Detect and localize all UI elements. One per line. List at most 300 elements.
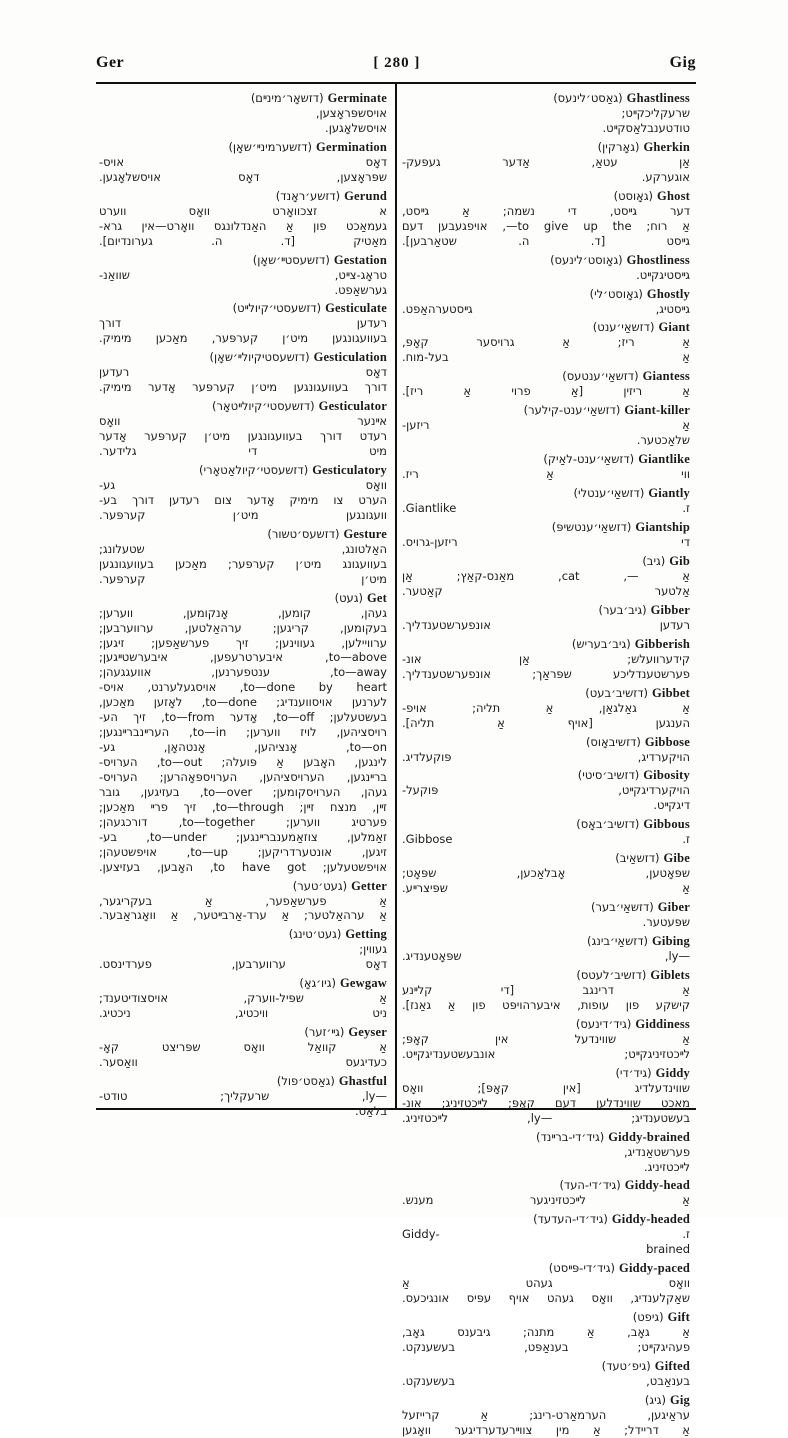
entry-headword-row	[402, 850, 690, 866]
definition-line: אַ בעל-מוח.	[402, 350, 690, 365]
entry-headword-row	[402, 1309, 690, 1325]
guide-word-right: Gig	[669, 54, 696, 71]
entry-headword: Germinate	[327, 91, 387, 105]
entry-headword-row	[99, 188, 387, 204]
definition-line: בעשטענדיג; —ly, לײכטזיניג.	[402, 1110, 691, 1125]
dictionary-entry	[402, 319, 690, 365]
entry-pronunciation: (גאַסט׳פול)	[276, 1074, 335, 1088]
definition-line: פעהיגקײט; בענאַפּט, בעשענקט.	[402, 1340, 690, 1355]
definition-line: אַ קוואַל וואָס שפּריצט קאָ-	[99, 1040, 387, 1055]
dictionary-entry	[402, 485, 690, 516]
definition-line: ברײנגען, הערויסציהען, הערויספּאָהרען; הערויס-	[99, 769, 387, 784]
entry-definition	[402, 915, 690, 930]
dictionary-entry	[402, 767, 690, 813]
entry-definition	[402, 1032, 690, 1062]
entry-headword: Gesture	[343, 526, 387, 541]
entry-headword-row	[402, 767, 690, 783]
entry-headword: Giantlike	[638, 452, 690, 467]
entry-pronunciation: (דזשאַי׳ענטלי)	[573, 486, 645, 501]
entry-pronunciation: (גיד׳די)	[615, 1065, 652, 1080]
dictionary-entry	[402, 451, 690, 482]
entry-definition	[99, 1040, 387, 1070]
dictionary-entry	[99, 1073, 387, 1119]
definition-line: בעוועגונגען מיט׳ן קערפּער, מאַכען מימיק.	[99, 331, 387, 346]
definition-line: געווין;	[359, 942, 387, 957]
entry-pronunciation: (דזשאַי׳ענט-לאַיק)	[543, 452, 635, 467]
entry-pronunciation: (דזשאַי׳בינג)	[586, 934, 648, 949]
dictionary-entry	[402, 252, 690, 283]
entry-headword: Giber	[657, 900, 690, 915]
entry-pronunciation: (דזשעסטי׳קיולײטאָר)	[211, 399, 315, 414]
entry-headword-row	[99, 975, 387, 991]
entry-headword-row	[402, 1065, 690, 1081]
definition-line: וואָס געהט אַ	[402, 1276, 690, 1291]
entry-headword-row	[402, 451, 690, 467]
entry-headword: Gesticulation	[313, 350, 387, 365]
entry-headword: Giantship	[635, 520, 690, 534]
definition-line: דער גײסט, די נשמה; אַ גײסט,	[402, 203, 690, 218]
entry-definition	[402, 335, 690, 365]
column-right	[402, 90, 691, 1437]
entry-headword: Getting	[345, 927, 387, 942]
entry-definition	[402, 949, 690, 964]
definition-line: ז. -Giddy	[402, 1227, 690, 1242]
dictionary-entry	[402, 850, 690, 896]
entry-definition	[99, 1089, 387, 1119]
entry-definition	[402, 155, 690, 185]
definition-line: דיגקײט.	[653, 798, 690, 813]
definition-line: הויקערדיג, פּוקעלדיג.	[402, 749, 690, 764]
definition-line: ז. Gibbose.	[402, 832, 690, 847]
entry-definition	[402, 106, 690, 136]
dictionary-entry	[402, 602, 690, 633]
definition-line: לײכטזיניג.	[644, 1159, 690, 1174]
entry-pronunciation: (דזשיבאָוס)	[585, 734, 641, 749]
definition-line: דאָס רעדען	[99, 365, 387, 380]
definition-line: אַ דרינגב [די קלײנע	[402, 983, 690, 997]
definition-line: אַ —, cat, מאַנס-קאַץ; אַן	[402, 568, 690, 583]
entry-headword-row	[402, 734, 690, 750]
definition-line: געמאַכט פון אַ האַנדלונגס וואָרט—אין גרא-	[99, 218, 387, 233]
entry-headword: Gifted	[654, 1359, 690, 1373]
definition-line: אַ גאַלגאַן, אַ תליה; אויפ-	[402, 700, 690, 715]
entry-headword-row	[99, 462, 387, 478]
entry-pronunciation: (דזשאַי׳ענטעס)	[562, 369, 639, 384]
dictionary-entry	[402, 188, 690, 249]
entry-pronunciation: (גיג)	[644, 1392, 666, 1407]
entry-definition	[402, 1193, 690, 1208]
definition-line: דורך בעוועגונגען מיט׳ן קערפּער אָדער מימיק.	[99, 380, 387, 395]
definition-line: פערשטאַנדיג,	[623, 1144, 690, 1159]
entry-definition	[402, 652, 690, 682]
entry-definition	[402, 783, 690, 813]
definition-line: דאָס ערווערבען, פערדינסט.	[99, 957, 387, 972]
entry-headword: Ghastliness	[626, 91, 690, 105]
definition-line: רעדט דורך בעוועגונגען מיט׳ן קערפּער אָדער	[99, 429, 387, 444]
definition-line: געהן, קומען, אָנקומען, ווערען;	[99, 605, 387, 620]
entry-headword-row	[99, 1024, 387, 1040]
entry-pronunciation: (גיפט)	[632, 1310, 664, 1325]
entry-headword: Gig	[669, 1392, 690, 1407]
entry-headword: Ghastful	[338, 1074, 387, 1088]
entry-headword: Gerund	[344, 188, 387, 203]
entry-pronunciation: (דזשאַי׳ענט)	[592, 320, 655, 335]
entry-headword: Gewgaw	[339, 976, 387, 991]
definition-line: פערטיג ווערען; to—together, דורכגעהן;	[99, 814, 387, 829]
entry-pronunciation: (גיד׳די-העד)	[559, 1178, 621, 1193]
dictionary-entry	[402, 1129, 690, 1175]
entry-definition	[402, 701, 690, 731]
definition-line: שווינדעלדיג [אין קאָפּ]; וואָס	[402, 1080, 690, 1095]
dictionary-entry	[402, 519, 690, 550]
dictionary-entry	[402, 402, 690, 448]
entry-definition	[402, 1276, 690, 1306]
definition-line: טודטענבלאַסקײט.	[602, 120, 690, 135]
definition-line: לערנען אויסווענדיג; to—done, לאָזען מאַכען,	[99, 695, 387, 710]
definition-line: שלאַכטער.	[636, 433, 690, 448]
entry-headword: Giddy	[655, 1065, 690, 1080]
page-header	[96, 54, 696, 80]
entry-definition	[402, 1325, 690, 1355]
entry-headword: Gibing	[651, 934, 690, 949]
entry-definition	[402, 467, 690, 482]
entry-definition	[402, 535, 690, 550]
entry-pronunciation: (דזשערמינײ׳שאָן)	[228, 139, 313, 154]
definition-line: אײנער וואָס	[99, 414, 387, 429]
dictionary-entry	[99, 975, 387, 1021]
entry-definition	[402, 1374, 690, 1389]
definition-line: ווי אַ ריז.	[402, 467, 690, 482]
entry-pronunciation: (דזשיב׳לעטס)	[576, 968, 647, 982]
definition-line: גײסט [ד. ה. שטאַרבען].	[402, 233, 690, 248]
entry-headword-row	[402, 252, 690, 268]
entry-pronunciation: (דזשע׳ראָנד)	[275, 188, 341, 203]
entry-definition	[402, 832, 690, 847]
entry-headword-row	[99, 878, 387, 894]
definition-line: רעדען דורך	[99, 316, 387, 331]
entry-pronunciation: (דזשאַי׳ענט-קילער)	[523, 403, 621, 418]
entry-headword-row	[402, 967, 690, 983]
entry-pronunciation: (גײ׳זער)	[304, 1025, 345, 1040]
entry-definition	[402, 750, 690, 765]
entry-pronunciation: (גיב׳בער)	[598, 602, 647, 617]
definition-line: אַ ריזין [אַ פרוי אַ ריז].	[402, 384, 690, 399]
entry-definition	[99, 365, 387, 395]
definition-line: אַ דריידל; אַ מין צווײרעדערדיגער וואָגען	[402, 1422, 690, 1437]
dictionary-entry	[99, 398, 387, 459]
definition-line: אַ גאָב, אַ מתנה; גיבענס גאָב,	[402, 1325, 690, 1340]
entry-headword-row	[402, 1129, 690, 1145]
definition-line: לײכטזיניגקײט; אונבעשטענדיגקײט.	[402, 1046, 690, 1061]
dictionary-entry	[99, 926, 387, 972]
definition-line: הענגען [אויף אַ תליה].	[402, 715, 690, 730]
entry-pronunciation: (געט׳טער)	[292, 878, 348, 893]
entry-pronunciation: (גאָוסט)	[613, 188, 654, 203]
entry-definition	[402, 618, 690, 633]
dictionary-entry	[402, 1358, 690, 1389]
entry-definition	[402, 384, 690, 399]
definition-line: שאַקלענדיג, וואָס געהט אויף עפּיס אונגיכעס.	[402, 1291, 690, 1306]
dictionary-entry	[402, 734, 690, 765]
entry-headword-row	[402, 1392, 690, 1408]
entry-headword: Giddiness	[635, 1016, 690, 1031]
entry-pronunciation: (דזשיב׳סיטי)	[577, 768, 640, 783]
entry-headword-row	[402, 602, 690, 618]
entry-definition	[99, 268, 387, 298]
entry-headword-row	[402, 685, 690, 701]
entry-headword-row	[402, 188, 690, 204]
definition-line: אַ לײכטזיניגער מענש.	[402, 1193, 690, 1208]
definition-line: to—away, ענטפערנען, אוועגגעהן;	[99, 665, 387, 680]
definition-line: כעדיגעס וואַסער.	[99, 1055, 387, 1070]
dictionary-entry	[402, 967, 690, 1013]
definition-line: אַ ריזען-	[402, 418, 690, 433]
entry-definition	[99, 106, 387, 136]
definition-line: רעדען אונפערשטענדליך.	[402, 617, 690, 632]
definition-line: ז. Giantlike.	[402, 501, 690, 516]
definition-line: ניט וויכטיג, ניכטיג.	[99, 1006, 387, 1021]
entry-headword: Gesticulator	[318, 399, 387, 414]
dictionary-entry	[402, 636, 690, 682]
entry-headword: Germination	[316, 139, 387, 154]
entry-pronunciation: (גיד׳די-פּײסט)	[548, 1261, 616, 1276]
entry-definition	[99, 478, 387, 523]
entry-pronunciation: (דזשיב׳באָס)	[576, 817, 640, 832]
dictionary-entry	[402, 1177, 690, 1208]
entry-definition	[99, 542, 387, 587]
definition-line: שפּראָצען, דאָס אויסשלאָגען.	[99, 169, 387, 184]
column-divider	[395, 82, 397, 1110]
dictionary-entry	[402, 816, 690, 847]
entry-headword: Ghostliness	[626, 252, 690, 267]
definition-line: אַן עטאַ, אַדער געפּעק-	[402, 154, 690, 169]
definition-line: אַ רוח; to give up the—, אויפגעבען דעם	[402, 218, 690, 233]
definition-line: אויסשלאָגען.	[325, 120, 387, 135]
definition-line: עראַיגען, הערמאַרט-רינג; אַ קרייזעל	[402, 1407, 690, 1422]
dictionary-entry	[402, 1309, 690, 1355]
entry-definition	[99, 942, 387, 972]
definition-line: וואָס גע-	[99, 478, 387, 492]
definition-line: מיט די גלידער.	[99, 444, 387, 459]
dictionary-entry	[402, 1260, 690, 1306]
entry-definition	[402, 268, 690, 283]
entry-pronunciation: (גאַסט׳לינעס)	[553, 91, 623, 105]
dictionary-entry	[99, 878, 387, 924]
definition-line: בעקומען, קריגען; ערהאַלטען, ערווערבען;	[99, 620, 387, 635]
definition-line: טראָג-צײט, שוואַנ-	[99, 267, 387, 282]
definition-line: אַ שווינדעל אין קאָפּ;	[402, 1031, 690, 1046]
definition-line: to—above, איבערטרעפען, איבערשטײגען;	[99, 650, 387, 665]
entry-definition	[402, 1227, 690, 1257]
definition-line: קידערוועלש; אַן אונ-	[402, 651, 690, 666]
entry-pronunciation: (דזשעסטי׳קיולאַטאָרי)	[199, 463, 309, 477]
entry-headword-row	[402, 636, 690, 652]
definition-line: הויקערדיגקײט, פּוקעל-	[402, 783, 690, 798]
entry-headword-row	[402, 286, 690, 302]
entry-definition	[99, 894, 387, 924]
entry-definition	[99, 155, 387, 185]
entry-headword: Ghost	[657, 188, 690, 203]
dictionary-entry	[99, 252, 387, 298]
entry-headword: Gibbose	[644, 734, 690, 749]
entry-definition	[99, 414, 387, 459]
dictionary-entry	[402, 90, 690, 136]
definition-line: די ריזען-גרויס.	[402, 535, 690, 549]
definition-line: מיט׳ן קערפּער.	[99, 571, 387, 586]
entry-pronunciation: (געט)	[334, 590, 363, 605]
entry-headword: Gibbous	[643, 817, 690, 832]
dictionary-entry	[402, 286, 690, 317]
definition-line: גערשאַפט.	[334, 282, 387, 297]
entry-pronunciation: (גאָרקין)	[597, 139, 640, 154]
dictionary-entry	[99, 188, 387, 249]
entry-headword: Giddy-head	[624, 1178, 690, 1193]
definition-line: בעשטעלען; to—off, אָדער to—from, זיך הע-	[99, 710, 387, 725]
definition-line: דאָס אויס-	[99, 154, 387, 169]
entry-pronunciation: (גיב׳בעריש)	[571, 636, 631, 651]
definition-line: אויסשפּראָצען,	[315, 106, 387, 120]
entry-pronunciation: (גאָוסט׳לינעס)	[550, 252, 623, 267]
entry-pronunciation: (געט׳טינג)	[288, 927, 342, 942]
entry-headword-row	[402, 485, 690, 501]
definition-line: לינגען, האָבען אַ פּועלה; to—out, הערויס-	[99, 755, 387, 769]
entry-headword-row	[402, 1211, 690, 1227]
definition-line: בענאַבט, בעשענקט.	[402, 1374, 690, 1388]
entry-definition	[402, 866, 690, 896]
entry-pronunciation: (גיפ׳טעד)	[601, 1359, 651, 1373]
entry-definition	[402, 302, 690, 317]
entry-headword-row	[402, 933, 690, 949]
page-number: [ 280 ]	[373, 55, 421, 71]
dictionary-entry	[402, 899, 690, 930]
definition-line: זאַמלען, צוזאַמענברײנגען; to—under, בע-	[99, 829, 388, 844]
entry-headword-row	[402, 899, 690, 915]
entry-headword-row	[99, 300, 387, 316]
dictionary-entry	[99, 349, 387, 395]
definition-line: ערוויילען, געווינען; זיך פערשאַפען; זיגען;	[99, 635, 387, 650]
definition-line: אַ שפּיל-ווערק, אויסצודיטענד;	[99, 991, 387, 1006]
entry-headword: Giantly	[648, 486, 690, 501]
entry-headword-row	[402, 319, 690, 335]
entry-headword: Giddy-headed	[611, 1212, 690, 1227]
dictionary-entry	[99, 139, 387, 185]
entry-pronunciation: (דזשעסטײ׳שאָן)	[252, 252, 330, 267]
entry-definition	[99, 991, 387, 1021]
definition-line: גײסטיג, גײסטערהאַפט.	[402, 301, 690, 316]
definition-line: בעוועגונג מיט׳ן קערפּער; מאַכען בעוועגונגען	[99, 556, 387, 571]
entry-pronunciation: (דזשאַיב)	[615, 851, 660, 866]
definition-line: קישקע פון עופות, איבערהויפּט פון אַ גאַנז].	[402, 997, 690, 1012]
definition-line: געהן, הערויסקומען; to—over, בעזיגען, גובר	[99, 784, 388, 799]
definition-line: to—done by heart, אויסגעלערנט, אויס-	[99, 680, 387, 695]
definition-line: שרעקליכקײט;	[621, 106, 690, 120]
entry-headword-row	[99, 349, 387, 365]
dictionary-entry	[402, 933, 690, 964]
entry-pronunciation: (דזשאָר׳מינײם)	[250, 91, 324, 105]
entry-headword: Gift	[667, 1310, 690, 1325]
definition-line: הערט צו מימיק אָדער צום רעדען דורך בע-	[99, 492, 387, 507]
definition-line: שפּעטער.	[642, 915, 690, 930]
definition-line: בלאַס.	[355, 1103, 387, 1118]
definition-line: רויסציהען, לויז ווערען; to—in, הערײנברײנגען;	[99, 725, 387, 740]
entry-headword-row	[402, 1016, 690, 1032]
entry-headword-row	[402, 816, 690, 832]
entry-headword-row	[99, 526, 387, 542]
definition-line: brained	[646, 1242, 690, 1257]
dictionary-entry	[402, 685, 690, 731]
definition-line: אַ ריז; אַ גרויסער קאָפּ,	[402, 335, 690, 350]
definition-line: אַלטער קאַטער.	[402, 583, 690, 598]
entry-definition	[402, 418, 690, 448]
entry-headword: Giddy-brained	[608, 1129, 690, 1144]
entry-pronunciation: (דזשאַי׳בער)	[590, 900, 654, 915]
entry-headword: Gibosity	[643, 768, 690, 783]
entry-definition	[402, 204, 690, 249]
definition-line: וועגונגען מיט׳ן קערפּער.	[99, 507, 387, 522]
entry-headword: Gibberish	[634, 636, 690, 651]
definition-line: מאַטיק [ד. ה. גערונדיום].	[99, 233, 387, 248]
entry-headword: Giantess	[642, 369, 690, 384]
entry-headword-row	[99, 90, 387, 106]
guide-word-left: Ger	[96, 54, 125, 71]
entry-pronunciation: (דזשעסטי׳קיולײט)	[232, 301, 322, 316]
definition-line: זײן, מנצח זײן; to—through, זיך פרײ מאַכען;	[99, 799, 387, 814]
entry-pronunciation: (דזשאַי׳ענטשיפּ)	[551, 520, 632, 534]
entry-definition	[402, 1081, 690, 1126]
dictionary-entry	[402, 1065, 690, 1126]
entry-definition	[402, 501, 690, 516]
entry-definition	[99, 204, 387, 249]
definition-line: א זצכוואָרט וואָס ווערט	[99, 203, 387, 218]
entry-pronunciation: (גיד׳דינעס)	[575, 1016, 632, 1031]
entry-pronunciation: (דזשיב׳בעט)	[585, 685, 648, 700]
entry-headword: Giant	[658, 320, 690, 335]
entry-headword: Giant-killer	[624, 403, 690, 418]
definition-line: אַ ערהאַלטער; אַ ערד-אַרבײטער, אַ וואָגראַבער.	[99, 908, 387, 923]
entry-headword: Get	[366, 590, 387, 605]
definition-line: האַלטונג, שטעלונג;	[99, 541, 387, 556]
dictionary-entry	[402, 1392, 690, 1438]
entry-headword: Giblets	[650, 968, 690, 982]
entry-pronunciation: (דזשעס׳טשור)	[267, 526, 340, 541]
dictionary-entry	[402, 1211, 690, 1257]
definition-line: אויפשטעלען; to have got, האָבען, בעזיצען.	[99, 859, 388, 874]
definition-line: —ly, שרעקליך; טודט-	[99, 1089, 387, 1103]
entry-headword-row	[402, 1358, 690, 1374]
entry-headword-row	[99, 139, 387, 155]
entry-headword-row	[99, 398, 387, 414]
entry-headword-row	[402, 402, 690, 418]
entry-headword: Giddy-paced	[619, 1261, 690, 1276]
entry-headword: Gibbet	[651, 685, 690, 700]
definition-line: זיגען, אונטערדריקען; to—up, אויפשטעהן;	[99, 844, 387, 859]
entry-definition	[402, 983, 690, 1013]
definition-line: to—on, אָנציהען, אָנטהאָן, גע-	[99, 740, 387, 755]
dictionary-entry	[402, 553, 690, 599]
entry-definition	[99, 316, 387, 346]
entry-headword: Getter	[351, 878, 387, 893]
dictionary-entry	[99, 590, 387, 875]
dictionary-entry	[402, 139, 690, 185]
entry-headword-row	[402, 519, 690, 535]
entry-headword: Gestation	[333, 252, 387, 267]
entry-pronunciation: (דזשעסטיקיולײ׳שאָן)	[209, 350, 310, 365]
entry-definition	[402, 569, 690, 599]
dictionary-entry	[402, 1016, 690, 1062]
entry-definition	[402, 1408, 690, 1438]
entry-headword: Ghostly	[646, 286, 690, 301]
definition-line: אַ שפּיצרײע.	[402, 881, 690, 896]
